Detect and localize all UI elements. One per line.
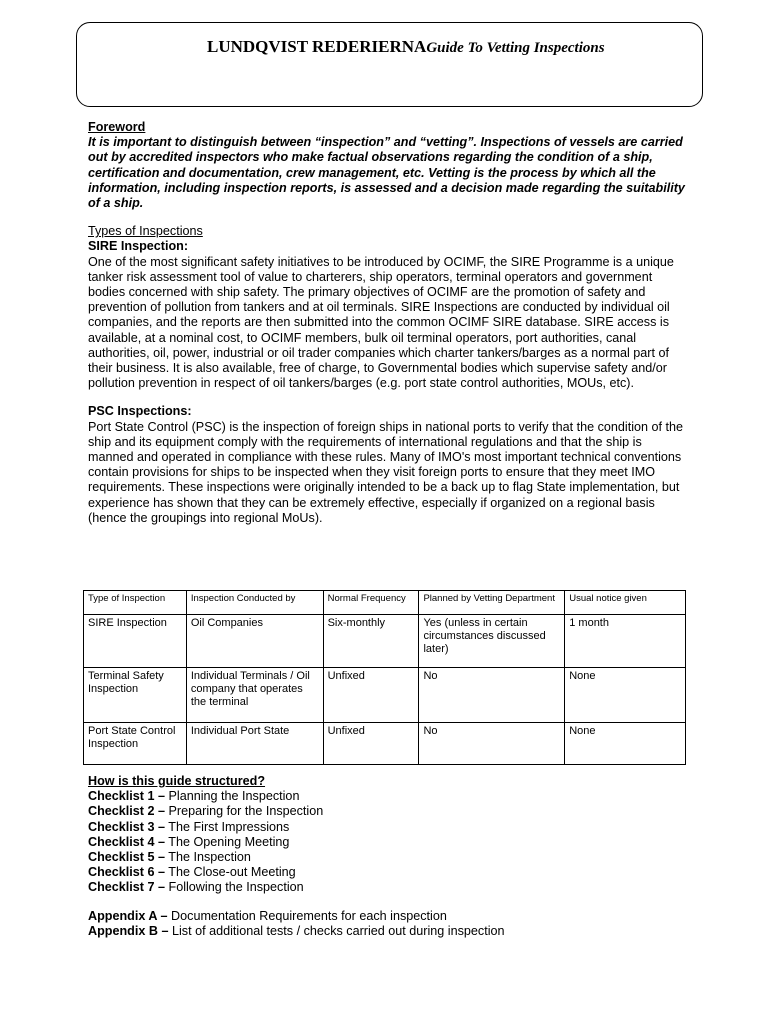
table-cell: Unfixed [323,668,419,723]
table-cell: Port State Control Inspection [84,723,187,765]
header-box [76,22,703,107]
table-cell: Individual Terminals / Oil company that operates the terminal [186,668,323,723]
list-item: Appendix B – List of additional tests / checks carried out during inspection [88,923,505,938]
table-cell: No [419,668,565,723]
foreword-text: It is important to distinguish between “inspection” and “vetting”. Inspections of vessels are carried out by accredited inspectors who make factual observations regarding the condition of a ship, certification and documentation, crew management, etc. Vetting is the process by which all the information, including inspection reports, is assessed and a decision made regarding the suitability of a ship. [88,135,685,211]
table-cell: No [419,723,565,765]
structure-heading: How is this guide structured? [88,774,266,788]
list-item: Checklist 5 – The Inspection [88,850,251,865]
list-item: Checklist 4 – The Opening Meeting [88,834,290,849]
table-cell: Unfixed [323,723,419,765]
table-header: Type of Inspection [84,591,187,615]
psc-text: Port State Control (PSC) is the inspection of foreign ships in national ports to verify that the condition of the ship and its equipment comply with the requirements of international regulations and that the ship is manned and operated in compliance with these rules. Many of IMO's most important technical conventions contain provisions for ships to be inspected when they visit foreign ports to ensure that they meet IMO requirements. These inspections were originally intended to be a back up to flag State implementation, but experience has shown that they can be extremely effective, especially if organized on a regional basis (hence the groupings into regional MoUs). [88,419,684,525]
list-item: Checklist 3 – The First Impressions [88,819,290,834]
table-cell: Individual Port State [186,723,323,765]
table-row [84,723,686,765]
document-body [88,120,688,526]
table-cell: Yes (unless in certain circumstances discussed later) [419,615,565,668]
table-cell: None [565,668,686,723]
list-item: Checklist 2 – Preparing for the Inspection [88,804,324,819]
table-row [84,615,686,668]
table-header: Inspection Conducted by [186,591,323,615]
list-item: Checklist 1 – Planning the Inspection [88,789,300,804]
list-item: Checklist 6 – The Close-out Meeting [88,865,296,880]
header-title [207,37,605,57]
table-cell: Terminal Safety Inspection [84,668,187,723]
table-header: Usual notice given [565,591,686,615]
table-cell: None [565,723,686,765]
table-header: Normal Frequency [323,591,419,615]
table-cell: SIRE Inspection [84,615,187,668]
inspection-table [83,590,686,765]
company-name: LUNDQVIST REDERIERNA [207,37,427,56]
table-header: Planned by Vetting Department [419,591,565,615]
table-header-row [84,591,686,615]
guide-title: Guide To Vetting Inspections [426,40,605,56]
sire-heading: SIRE Inspection: [88,239,189,254]
list-item: Checklist 7 – Following the Inspection [88,880,304,895]
sire-text: One of the most significant safety initiatives to be introduced by OCIMF, the SIRE Programme is a unique tanker risk assessment tool of value to charterers, ship operators, terminal operators and government bodies concerned with ship safety. The primary objectives of OCIMF are the promotion of safety and prevention of pollution from tankers and at oil terminals. SIRE Inspections are conducted by individual oil companies, and the reports are then submitted into the common OCIMF SIRE database. SIRE access is available, at a nominal cost, to OCIMF members, bulk oil terminal operators, port authorities, canal authorities, oil, power, industrial or oil trader companies which charter tankers/barges as a normal part of their business. It is also available, free of charge, to Governmental bodies which supervise safety and/or pollution prevention in respect of oil tankers/barges (e.g. port state control authorities, MOUs, etc). [88,254,674,391]
psc-heading: PSC Inspections: [88,404,192,419]
table-cell: 1 month [565,615,686,668]
table-cell: Six-monthly [323,615,419,668]
table-cell: Oil Companies [186,615,323,668]
table-row [84,668,686,723]
types-heading: Types of Inspections [88,224,203,239]
foreword-heading: Foreword [88,120,146,134]
list-item: Appendix A – Documentation Requirements for each inspection [88,908,447,923]
guide-structure [88,774,688,939]
